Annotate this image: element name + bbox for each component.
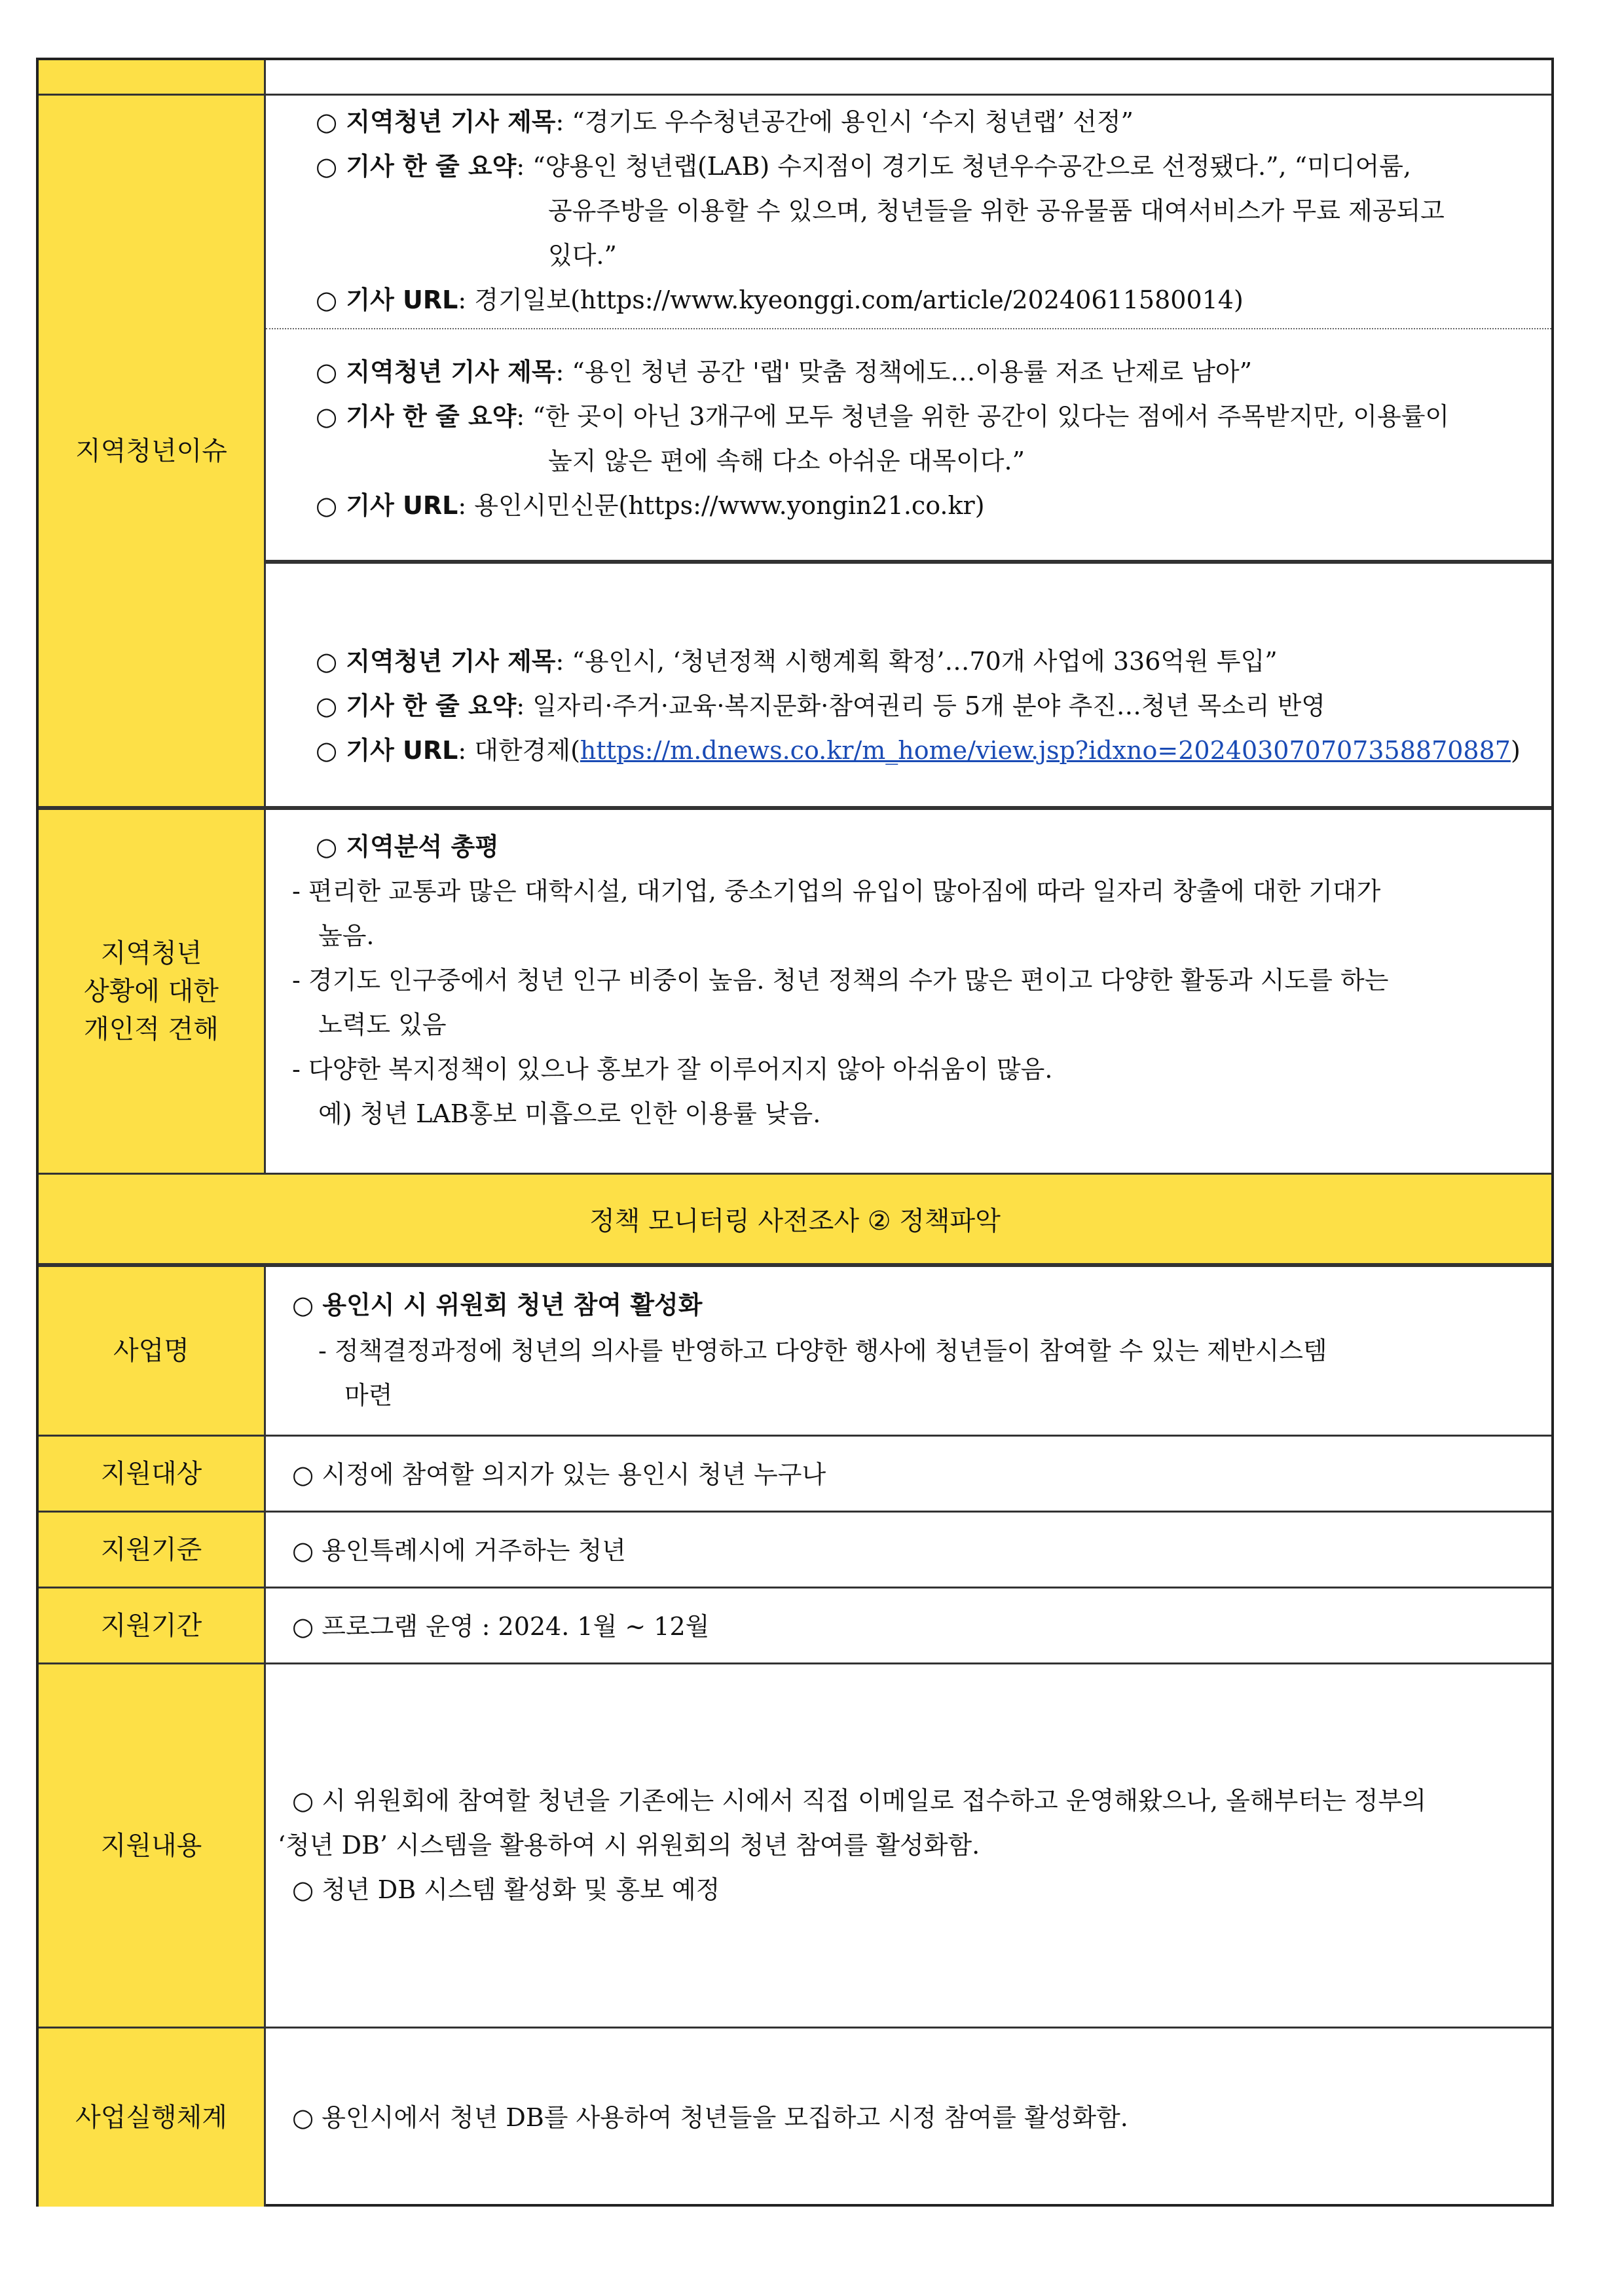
opinion-point-2: - 경기도 인구중에서 청년 인구 비중이 높음. 청년 정책의 수가 많은 편이고 다양한 활동과 시도를 하는 <box>292 966 1389 995</box>
opinion-point-2-cont: 노력도 있음 <box>318 1010 447 1039</box>
details-line-1: ○ 시 위원회에 참여할 청년을 기존에는 시에서 직접 이메일로 접수하고 운영해왔으나, 올해부터는 정부의 <box>292 1786 1426 1815</box>
article3-block <box>266 96 1551 806</box>
criteria-label: 지원기준 <box>39 1513 266 1587</box>
opinion-point-1-cont: 높음. <box>318 921 375 950</box>
system-text: ○ 용인시에서 청년 DB를 사용하여 청년들을 모집하고 시정 참여를 활성화함. <box>292 2103 1128 2132</box>
opinion-point-1: - 편리한 교통과 많은 대학시설, 대기업, 중소기업의 유입이 많아짐에 따라 일자리 창출에 대한 기대가 <box>292 877 1381 906</box>
article1-summary-line: ○ 기사 한 줄 요약: “양용인 청년랩(LAB) 수지점이 경기도 청년우수공간으로 선정됐다.”, “미디어룸, <box>316 152 1411 181</box>
system-content <box>266 2029 1551 2207</box>
project-name: ○ 용인시 시 위원회 청년 참여 활성화 <box>292 1291 703 1319</box>
period-content <box>266 1588 1551 1662</box>
article1-summary-line2: 공유주방을 이용할 수 있으며, 청년들을 위한 공유물품 대여서비스가 무료 제공되고 <box>548 196 1445 225</box>
project-desc-cont: 마련 <box>344 1381 393 1410</box>
project-name-content <box>266 1267 1551 1435</box>
project-name-row <box>39 1265 1551 1437</box>
article3-summary-line: ○ 기사 한 줄 요약: 일자리·주거·교육·복지문화·참여권리 등 5개 분야 추진…청년 목소리 반영 <box>316 691 1326 720</box>
project-name-label: 사업명 <box>39 1267 266 1435</box>
article3-url-line: ○ 기사 URL: 대한경제(https://m.dnews.co.kr/m_home/view.jsp?idxno=202403070707358870887) <box>316 736 1521 765</box>
opinion-heading: ○ 지역분석 총평 <box>316 832 499 861</box>
article2-title-line: ○ 지역청년 기사 제목: “용인 청년 공간 '랩' 맞춤 정책에도…이용률 저조 난제로 남아” <box>316 358 1253 386</box>
details-line-2: ‘청년 DB’ 시스템을 활용하여 시 위원회의 청년 참여를 활성화함. <box>278 1831 980 1860</box>
criteria-row <box>39 1513 1551 1588</box>
details-line-3: ○ 청년 DB 시스템 활성화 및 홍보 예정 <box>292 1875 720 1904</box>
period-row <box>39 1588 1551 1664</box>
target-label: 지원대상 <box>39 1437 266 1511</box>
system-label: 사업실행체계 <box>39 2029 266 2207</box>
article2-url-line: ○ 기사 URL: 용인시민신문(https://www.yongin21.co.kr) <box>316 491 985 520</box>
article2-summary-line: ○ 기사 한 줄 요약: “한 곳이 아닌 3개구에 모두 청년을 위한 공간이 있다는 점에서 주목받지만, 이용률이 <box>316 402 1450 431</box>
opinion-content <box>266 810 1551 1173</box>
article1-title-line: ○ 지역청년 기사 제목: “경기도 우수청년공간에 용인시 ‘수지 청년랩’ 선정” <box>316 107 1134 136</box>
top-strip-label <box>39 60 266 94</box>
issue-row <box>39 96 1551 808</box>
details-row <box>39 1664 1551 2029</box>
opinion-point-3: - 다양한 복지정책이 있으나 홍보가 잘 이루어지지 않아 아쉬움이 많음. <box>292 1055 1053 1084</box>
target-row <box>39 1437 1551 1513</box>
period-label: 지원기간 <box>39 1588 266 1662</box>
article3-title-line: ○ 지역청년 기사 제목: “용인시, ‘청년정책 시행계획 확정’…70개 사업에 336억원 투입” <box>316 647 1278 676</box>
article2-summary-line2: 높지 않은 편에 속해 다소 아쉬운 대목이다.” <box>548 447 1025 475</box>
top-strip-row <box>39 60 1551 96</box>
document-table <box>36 58 1554 2207</box>
section-title-band <box>39 1175 1551 1265</box>
details-content <box>266 1664 1551 2027</box>
details-label: 지원내용 <box>39 1664 266 2027</box>
system-row <box>39 2029 1551 2207</box>
opinion-label: 지역청년 상황에 대한 개인적 견해 <box>39 810 266 1173</box>
article1-summary-line3: 있다.” <box>548 241 617 270</box>
article3-url-link[interactable]: https://m.dnews.co.kr/m_home/view.jsp?idxno=202403070707358870887 <box>580 736 1511 765</box>
period-text: ○ 프로그램 운영 : 2024. 1월 ~ 12월 <box>292 1612 710 1641</box>
issue-label: 지역청년이슈 <box>39 96 266 806</box>
target-content <box>266 1437 1551 1511</box>
project-desc: - 정책결정과정에 청년의 의사를 반영하고 다양한 행사에 청년들이 참여할 수 있는 제반시스템 <box>318 1336 1327 1365</box>
article1-url-line: ○ 기사 URL: 경기일보(https://www.kyeonggi.com/article/20240611580014) <box>316 285 1244 314</box>
section-title: 정책 모니터링 사전조사 ② 정책파악 <box>589 1206 1001 1236</box>
opinion-row <box>39 808 1551 1175</box>
opinion-point-3-example: 예) 청년 LAB홍보 미흡으로 인한 이용률 낮음. <box>318 1099 821 1128</box>
criteria-text: ○ 용인특례시에 거주하는 청년 <box>292 1536 626 1565</box>
target-text: ○ 시정에 참여할 의지가 있는 용인시 청년 누구나 <box>292 1460 826 1489</box>
criteria-content <box>266 1513 1551 1587</box>
